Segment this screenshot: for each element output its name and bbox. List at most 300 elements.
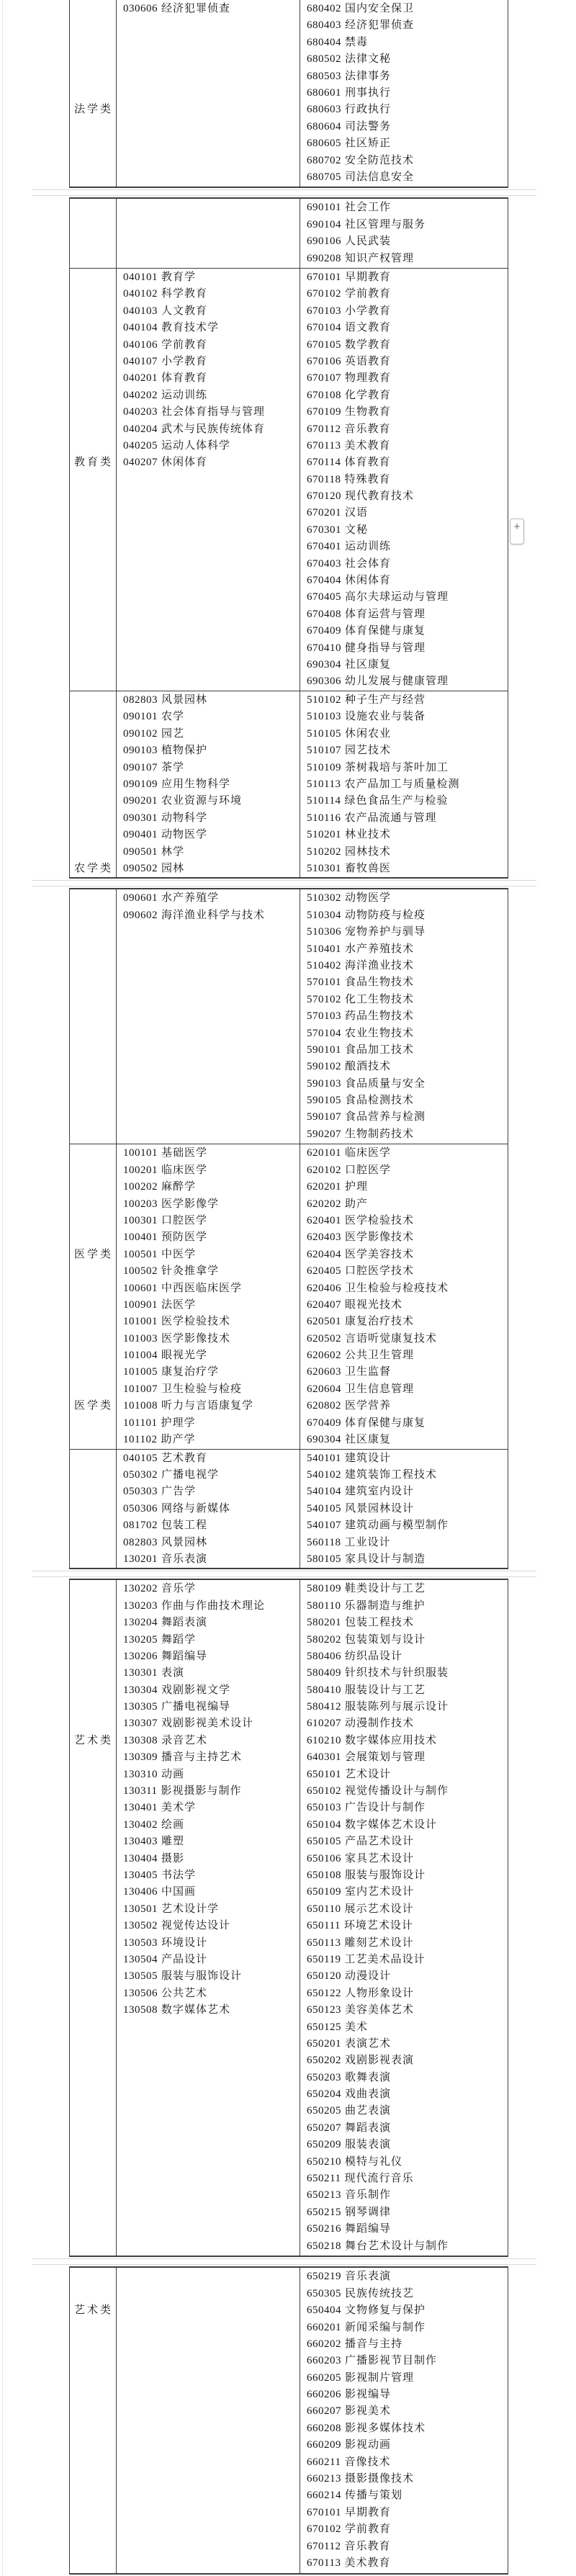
major-row [117, 1918, 300, 1934]
major-row [300, 539, 507, 555]
major-code: 510105 [307, 727, 341, 740]
major-row [300, 153, 507, 169]
major-code: 650125 [307, 2021, 341, 2033]
major-code: 670101 [307, 2506, 341, 2518]
major-row [300, 102, 507, 118]
major-code: 130203 [123, 1599, 158, 1612]
major-name: 戏剧影视美术设计 [161, 1718, 254, 1730]
major-row [117, 1598, 300, 1615]
major-name: 动物医学 [345, 892, 392, 905]
major-row [300, 1467, 507, 1484]
undergraduate-majors-cell [117, 269, 300, 691]
major-code: 040101 [123, 271, 158, 283]
major-name: 口腔医学 [161, 1214, 208, 1226]
major-row [117, 844, 300, 861]
major-name: 鞋类设计与工艺 [345, 1583, 426, 1595]
major-name: 畜牧兽医 [345, 862, 392, 874]
major-code: 650204 [307, 2088, 341, 2101]
major-row [117, 742, 300, 759]
major-name: 化工生物技术 [345, 993, 415, 1005]
major-row [117, 1715, 300, 1732]
major-code: 650203 [307, 2071, 341, 2083]
major-code: 580412 [307, 1701, 341, 1713]
major-name: 摄影摄像技术 [345, 2473, 415, 2485]
major-name: 医学检验技术 [345, 1214, 415, 1226]
major-code: 640301 [307, 1751, 341, 1764]
major-name: 科学教育 [161, 288, 208, 300]
major-code: 050306 [123, 1502, 158, 1514]
major-code: 670109 [307, 406, 341, 418]
major-row [117, 387, 300, 404]
major-row [117, 1314, 300, 1330]
major-code: 660206 [307, 2389, 341, 2401]
major-row [300, 438, 507, 454]
major-row [117, 1467, 300, 1484]
major-code: 510114 [307, 795, 341, 807]
major-row [300, 827, 507, 843]
major-row [300, 1126, 507, 1143]
major-code: 100101 [123, 1147, 158, 1159]
major-name: 社会体育指导与管理 [161, 406, 266, 418]
major-row [300, 2019, 507, 2036]
major-code: 040205 [123, 439, 158, 452]
major-code: 620202 [307, 1198, 341, 1210]
major-name: 农产品加工与质量检测 [344, 778, 460, 790]
major-code: 660205 [307, 2371, 341, 2384]
major-name: 风景园林 [161, 694, 208, 706]
category-cell [70, 1580, 117, 2256]
category-label: 教育类 [74, 457, 114, 469]
major-name: 武术与民族传统体育 [161, 423, 266, 435]
major-name: 影视摄影与制作 [161, 1785, 242, 1798]
major-code: 090502 [123, 862, 158, 874]
major-code: 620102 [307, 1164, 341, 1176]
major-row [117, 1800, 300, 1816]
expand-button[interactable]: + [510, 519, 524, 544]
major-name: 人文教育 [161, 305, 208, 317]
major-name: 建筑室内设计 [345, 1486, 415, 1498]
major-row [300, 1501, 507, 1517]
major-name: 作曲与作曲技术理论 [161, 1599, 266, 1612]
major-name: 现代教育技术 [345, 490, 415, 503]
major-name: 包装工程 [161, 1520, 208, 1532]
major-row [117, 1347, 300, 1364]
major-row [300, 2454, 507, 2471]
major-name: 音乐表演 [345, 2271, 392, 2283]
major-name: 纺织品设计 [345, 1650, 403, 1662]
major-name: 舞蹈编导 [345, 2223, 392, 2235]
vocational-majors-cell [300, 269, 507, 691]
major-row [300, 657, 507, 673]
major-row [300, 1092, 507, 1109]
major-name: 新闻采编与制作 [345, 2321, 426, 2333]
major-row [300, 1901, 507, 1918]
major-name: 工艺美术品设计 [344, 1953, 426, 1965]
major-code: 650123 [307, 2004, 341, 2016]
major-code: 510402 [307, 959, 341, 971]
undergraduate-majors-cell [117, 1450, 300, 1569]
major-row [117, 1484, 300, 1500]
major-code: 650109 [307, 1886, 341, 1898]
major-row [300, 68, 507, 85]
vocational-majors-cell [300, 199, 507, 268]
major-name: 植物保护 [161, 745, 208, 757]
major-row [300, 286, 507, 302]
major-name: 食品营养与检测 [345, 1111, 426, 1123]
major-name: 幼儿发展与健康管理 [345, 676, 449, 688]
major-row [117, 337, 300, 354]
major-name: 摄影 [161, 1852, 185, 1864]
major-row [300, 941, 507, 958]
major-code: 680702 [307, 154, 341, 166]
category-cell [70, 1144, 117, 1448]
major-name: 乐器制造与维护 [344, 1599, 426, 1612]
major-row [300, 2471, 507, 2487]
major-code: 040102 [123, 288, 158, 300]
major-row [300, 2521, 507, 2538]
major-name: 社会工作 [345, 202, 392, 214]
page-break-line [32, 886, 536, 887]
vocational-majors-cell [300, 1580, 507, 2256]
major-row [300, 17, 507, 34]
major-code: 690101 [307, 202, 341, 214]
major-row [300, 2187, 507, 2204]
major-row [300, 1145, 507, 1162]
major-code: 130311 [123, 1785, 158, 1798]
major-code: 610210 [307, 1734, 341, 1746]
major-row [300, 2238, 507, 2255]
major-name: 模特与礼仪 [345, 2155, 403, 2168]
major-name: 休闲体育 [161, 457, 208, 469]
major-code: 670112 [307, 2540, 341, 2552]
major-name: 康复治疗技术 [345, 1316, 415, 1328]
vocational-majors-cell [300, 889, 507, 1144]
major-code: 030606 [123, 3, 158, 14]
major-name: 会展策划与管理 [345, 1751, 426, 1764]
major-code: 580410 [307, 1684, 341, 1696]
major-row [300, 1196, 507, 1213]
major-row [300, 1968, 507, 1985]
major-name: 体育运营与管理 [345, 608, 426, 620]
major-name: 水产养殖技术 [345, 943, 415, 955]
vocational-majors-cell [300, 1144, 507, 1448]
major-code: 620501 [307, 1316, 341, 1328]
major-row [300, 488, 507, 505]
major-name: 经济犯罪侦查 [345, 19, 415, 32]
major-name: 传播与策划 [345, 2490, 403, 2502]
major-code: 130502 [123, 1920, 158, 1932]
major-name: 舞蹈编导 [161, 1650, 208, 1662]
major-row [300, 199, 507, 216]
page-break-line [32, 880, 536, 881]
major-name: 体育教育 [344, 457, 391, 469]
major-name: 食品加工技术 [345, 1044, 415, 1056]
major-row [300, 640, 507, 657]
major-code: 670408 [307, 608, 341, 620]
major-row [117, 1179, 300, 1195]
major-code: 650111 [307, 1920, 341, 1932]
major-name: 建筑动画与模型制作 [345, 1520, 449, 1532]
major-code: 130505 [123, 1970, 158, 1983]
major-code: 620404 [307, 1248, 341, 1260]
major-name: 绘画 [161, 1818, 185, 1831]
major-row [300, 51, 507, 68]
major-code: 130206 [123, 1650, 158, 1662]
major-name: 语文教育 [345, 322, 392, 334]
major-code: 590207 [307, 1128, 341, 1140]
table-segment [69, 1579, 508, 2257]
major-row [300, 1314, 507, 1330]
major-name: 应用生物科学 [161, 778, 231, 790]
major-row [300, 1398, 507, 1414]
undergraduate-majors-cell [117, 0, 300, 187]
major-row [300, 589, 507, 606]
major-name: 表演艺术 [345, 2037, 392, 2050]
major-code: 040106 [123, 338, 158, 351]
major-code: 650305 [307, 2287, 341, 2299]
major-code: 670108 [307, 389, 341, 401]
major-name: 学前教育 [345, 2523, 392, 2536]
major-code: 082803 [123, 694, 158, 706]
major-row [300, 606, 507, 623]
major-name: 戏曲表演 [345, 2088, 392, 2101]
major-row [300, 1884, 507, 1900]
table-segment [69, 888, 508, 1569]
major-code: 620201 [307, 1181, 341, 1193]
major-code: 101007 [123, 1383, 158, 1395]
major-code: 090107 [123, 761, 158, 773]
major-code: 570101 [307, 977, 341, 989]
major-code: 130301 [123, 1667, 158, 1679]
major-name: 医学营养 [345, 1400, 392, 1412]
major-row [300, 844, 507, 861]
major-row [300, 233, 507, 250]
major-code: 560118 [307, 1536, 341, 1548]
major-row [117, 1213, 300, 1229]
major-row [300, 760, 507, 776]
major-name: 学前教育 [161, 338, 208, 351]
major-name: 早期教育 [345, 271, 392, 283]
major-name: 卫生信息管理 [345, 1383, 415, 1395]
major-row [117, 1783, 300, 1800]
major-name: 休闲体育 [345, 575, 392, 587]
major-name: 戏剧影视表演 [345, 2055, 415, 2067]
major-name: 设施农业与装备 [345, 711, 426, 723]
major-row [300, 776, 507, 793]
major-row [300, 2387, 507, 2403]
major-name: 社会体育 [345, 557, 392, 570]
major-code: 650119 [307, 1953, 341, 1965]
major-row [117, 726, 300, 742]
major-row [300, 2437, 507, 2454]
major-code: 590107 [307, 1111, 341, 1123]
major-code: 650113 [307, 1937, 341, 1949]
major-code: 081702 [123, 1520, 158, 1532]
major-row [117, 890, 300, 907]
major-code: 670107 [307, 372, 341, 385]
major-code: 670101 [307, 271, 341, 283]
major-name: 广告学 [161, 1486, 197, 1498]
major-name: 室内艺术设计 [345, 1886, 415, 1898]
major-name: 美容美体艺术 [345, 2004, 415, 2016]
major-code: 090401 [123, 829, 158, 841]
category-row-group [69, 889, 508, 1144]
major-row [300, 709, 507, 725]
major-name: 网络与新媒体 [161, 1502, 231, 1514]
category-row-group [69, 268, 508, 691]
major-code: 101001 [123, 1316, 158, 1328]
major-code: 510102 [307, 694, 341, 706]
category-label: 法学类 [74, 104, 114, 116]
major-row [300, 370, 507, 387]
major-row [300, 1008, 507, 1025]
major-row [300, 1059, 507, 1075]
major-code: 130402 [123, 1818, 158, 1831]
major-row [300, 1415, 507, 1432]
major-row [117, 1699, 300, 1715]
major-name: 数字媒体应用技术 [345, 1734, 438, 1746]
major-name: 医学影像技术 [345, 1231, 415, 1244]
major-name: 基础医学 [161, 1147, 208, 1159]
major-code: 100501 [123, 1248, 158, 1260]
major-row [300, 1347, 507, 1364]
major-name: 建筑装饰工程技术 [345, 1468, 438, 1481]
major-code: 100901 [123, 1298, 158, 1311]
major-row [300, 2555, 507, 2572]
major-code: 090103 [123, 745, 158, 757]
major-code: 570102 [307, 993, 341, 1005]
major-name: 美术 [345, 2021, 369, 2033]
major-row [300, 2353, 507, 2369]
major-row [117, 286, 300, 302]
major-name: 影视制片管理 [345, 2371, 415, 2384]
category-cell [70, 2268, 117, 2572]
major-code: 660214 [307, 2490, 341, 2502]
major-code: 040104 [123, 322, 158, 334]
major-row [117, 404, 300, 421]
major-code: 101101 [123, 1417, 158, 1429]
major-code: 570103 [307, 1010, 341, 1023]
major-name: 数字媒体艺术 [161, 2004, 231, 2016]
category-cell [70, 1450, 117, 1569]
major-row [117, 907, 300, 924]
major-name: 美术学 [161, 1802, 197, 1814]
major-code: 040207 [123, 457, 158, 469]
major-name: 休闲农业 [345, 727, 392, 740]
major-code: 540104 [307, 1486, 341, 1498]
major-code: 510201 [307, 829, 341, 841]
major-row [117, 861, 300, 877]
major-name: 数字媒体艺术设计 [345, 1818, 438, 1831]
major-name: 卫生检验与检疫技术 [345, 1282, 449, 1294]
major-name: 展示艺术设计 [344, 1903, 414, 1915]
major-row [300, 2336, 507, 2353]
major-code: 610207 [307, 1718, 341, 1730]
major-row [300, 1918, 507, 1934]
major-code: 670405 [307, 591, 341, 603]
major-code: 040203 [123, 406, 158, 418]
major-row [117, 1501, 300, 1517]
major-code: 090101 [123, 711, 158, 723]
major-name: 司法信息安全 [345, 171, 415, 183]
major-row [300, 2302, 507, 2319]
major-code: 620101 [307, 1147, 341, 1159]
major-code: 130506 [123, 1987, 158, 1999]
major-row [300, 2221, 507, 2238]
major-code: 620502 [307, 1332, 341, 1345]
major-row [117, 1280, 300, 1297]
major-name: 小学教育 [345, 305, 392, 317]
major-row [300, 890, 507, 907]
major-name: 园林技术 [345, 845, 392, 858]
major-code: 510202 [307, 845, 341, 858]
category-row-group [69, 199, 508, 268]
major-code: 660209 [307, 2439, 341, 2451]
major-code: 570104 [307, 1027, 341, 1039]
major-name: 健身指导与管理 [345, 642, 426, 654]
major-row [300, 1, 507, 17]
major-row [300, 1179, 507, 1195]
major-code: 650219 [307, 2271, 341, 2283]
undergraduate-majors-cell [117, 691, 300, 877]
category-cell [70, 691, 117, 877]
major-row [300, 974, 507, 991]
major-code: 090602 [123, 909, 158, 921]
major-code: 620407 [307, 1298, 341, 1311]
major-row [300, 1042, 507, 1059]
major-name: 环境艺术设计 [343, 1920, 413, 1932]
category-row-group [69, 2268, 508, 2572]
major-name: 社区矫正 [345, 138, 392, 150]
major-row [300, 85, 507, 102]
major-name: 舞蹈表演 [161, 1617, 208, 1629]
major-row [300, 1867, 507, 1884]
major-name: 影视编导 [345, 2389, 392, 2401]
major-row [117, 1415, 300, 1432]
major-row [300, 958, 507, 974]
major-code: 510304 [307, 909, 341, 921]
major-code: 660207 [307, 2405, 341, 2418]
major-row [117, 1817, 300, 1834]
major-name: 人民武装 [345, 235, 392, 248]
major-row [300, 135, 507, 152]
major-row [300, 169, 507, 186]
major-name: 广告设计与制作 [345, 1802, 426, 1814]
table-segment [69, 2266, 508, 2574]
major-name: 文物修复与保护 [345, 2305, 426, 2317]
major-name: 特殊教育 [344, 473, 391, 485]
major-row [117, 1196, 300, 1213]
major-code: 050302 [123, 1468, 158, 1481]
major-name: 园艺 [161, 727, 185, 740]
major-code: 650209 [307, 2139, 341, 2151]
category-cell [70, 889, 117, 1144]
major-code: 580201 [307, 1617, 341, 1629]
major-row [300, 1800, 507, 1816]
major-code: 650211 [307, 2173, 341, 2185]
major-row [117, 438, 300, 454]
major-row [300, 1280, 507, 1297]
major-row [300, 1952, 507, 1968]
major-code: 620405 [307, 1265, 341, 1278]
major-row [300, 1484, 507, 1500]
major-name: 服装与服饰设计 [345, 1870, 426, 1881]
major-code: 580202 [307, 1633, 341, 1646]
major-code: 680402 [307, 3, 341, 14]
major-name: 数学教育 [345, 338, 392, 351]
major-row [300, 1665, 507, 1682]
page-break [0, 188, 576, 197]
